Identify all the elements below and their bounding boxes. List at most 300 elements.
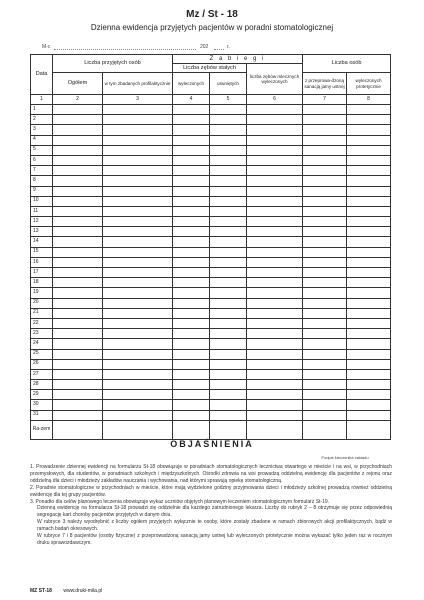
table-row — [31, 135, 391, 145]
table-cell[interactable] — [303, 390, 347, 400]
table-cell[interactable] — [173, 105, 210, 115]
table-cell[interactable] — [347, 186, 391, 196]
table-cell[interactable] — [103, 206, 173, 216]
table-cell[interactable] — [347, 155, 391, 165]
table-cell[interactable] — [303, 257, 347, 267]
table-cell[interactable] — [347, 125, 391, 135]
table-cell[interactable] — [173, 237, 210, 247]
table-cell[interactable] — [303, 410, 347, 420]
table-cell[interactable] — [303, 349, 347, 359]
table-cell[interactable] — [173, 145, 210, 155]
table-cell[interactable] — [347, 135, 391, 145]
table-cell[interactable] — [210, 298, 247, 308]
table-row — [31, 145, 391, 155]
table-cell[interactable] — [173, 217, 210, 227]
column-number: 3 — [103, 95, 173, 105]
table-cell[interactable] — [53, 420, 103, 439]
table-cell[interactable] — [53, 217, 103, 227]
table-cell[interactable] — [247, 339, 303, 349]
table-cell[interactable] — [173, 400, 210, 410]
table-cell[interactable] — [210, 135, 247, 145]
table-cell[interactable] — [303, 247, 347, 257]
table-cell[interactable] — [303, 380, 347, 390]
header-cured: wyleczonych — [173, 73, 210, 95]
table-cell[interactable] — [303, 268, 347, 278]
table-cell[interactable] — [247, 288, 303, 298]
table-cell[interactable] — [247, 278, 303, 288]
table-cell[interactable] — [103, 339, 173, 349]
table-cell[interactable] — [53, 115, 103, 125]
table-row — [31, 217, 391, 227]
table-cell[interactable] — [53, 125, 103, 135]
row-day-number: 29 — [31, 390, 53, 400]
table-cell[interactable] — [247, 196, 303, 206]
table-cell[interactable] — [247, 155, 303, 165]
table-cell[interactable] — [103, 410, 173, 420]
table-cell[interactable] — [103, 166, 173, 176]
table-cell[interactable] — [247, 186, 303, 196]
table-cell[interactable] — [53, 268, 103, 278]
row-day-number: 8 — [31, 176, 53, 186]
table-cell[interactable] — [103, 257, 173, 267]
table-cell[interactable] — [247, 257, 303, 267]
table-cell[interactable] — [53, 390, 103, 400]
table-cell[interactable] — [247, 308, 303, 318]
table-cell[interactable] — [53, 318, 103, 328]
table-cell[interactable] — [303, 359, 347, 369]
table-cell[interactable] — [347, 166, 391, 176]
table-cell[interactable] — [173, 349, 210, 359]
column-number: 4 — [173, 95, 210, 105]
table-cell[interactable] — [173, 166, 210, 176]
table-cell[interactable] — [210, 166, 247, 176]
table-cell[interactable] — [103, 390, 173, 400]
table-row — [31, 400, 391, 410]
table-cell[interactable] — [103, 298, 173, 308]
table-cell[interactable] — [53, 298, 103, 308]
row-day-number: 23 — [31, 329, 53, 339]
row-day-number: 2 — [31, 115, 53, 125]
explanation-note: Dzienną ewidencję na formularza St-18 prowadzi się oddzielnie dla każdego zatrudnionego lekarza. Liczby do rubryk 2 – 8 otrzymuje się przez odpowiednią segregację kart choroby pacjentów przyjętych w danym dniu. — [37, 505, 392, 519]
table-row — [31, 176, 391, 186]
row-day-number: 9 — [31, 186, 53, 196]
table-cell[interactable] — [210, 339, 247, 349]
row-day-number: 15 — [31, 247, 53, 257]
table-cell[interactable] — [247, 135, 303, 145]
table-cell[interactable] — [210, 155, 247, 165]
table-cell[interactable] — [210, 410, 247, 420]
form-code: Mz / St - 18 — [186, 9, 238, 20]
row-day-number: 13 — [31, 227, 53, 237]
table-cell[interactable] — [210, 145, 247, 155]
table-cell[interactable] — [173, 227, 210, 237]
table-cell[interactable] — [173, 390, 210, 400]
table-row — [31, 196, 391, 206]
table-row — [31, 339, 391, 349]
table-row — [31, 298, 391, 308]
table-cell[interactable] — [303, 227, 347, 237]
table-cell[interactable] — [53, 186, 103, 196]
table-cell[interactable] — [103, 125, 173, 135]
table-row — [31, 308, 391, 318]
table-cell[interactable] — [347, 298, 391, 308]
header-milk-teeth: liczba zębów mlecznych wyleczonych — [247, 64, 303, 95]
table-cell[interactable] — [53, 105, 103, 115]
table-cell[interactable] — [347, 196, 391, 206]
table-cell[interactable] — [103, 196, 173, 206]
column-number: 6 — [247, 95, 303, 105]
table-cell[interactable] — [173, 380, 210, 390]
table-cell[interactable] — [173, 176, 210, 186]
table-cell[interactable] — [53, 339, 103, 349]
table-cell[interactable] — [303, 115, 347, 125]
table-cell[interactable] — [303, 420, 347, 439]
table-cell[interactable] — [173, 420, 210, 439]
table-row — [31, 237, 391, 247]
table-cell[interactable] — [53, 176, 103, 186]
table-cell[interactable] — [210, 359, 247, 369]
table-cell[interactable] — [103, 105, 173, 115]
row-day-number: 4 — [31, 135, 53, 145]
table-cell[interactable] — [210, 247, 247, 257]
table-cell[interactable] — [53, 247, 103, 257]
year-label: 202 — [200, 44, 209, 50]
table-cell[interactable] — [173, 196, 210, 206]
table-cell[interactable] — [53, 145, 103, 155]
table-cell[interactable] — [210, 390, 247, 400]
table-cell[interactable] — [247, 166, 303, 176]
table-cell[interactable] — [303, 339, 347, 349]
table-cell[interactable] — [173, 247, 210, 257]
header-permanent-teeth: Liczba zębów stałych — [173, 64, 247, 73]
table-cell[interactable] — [173, 155, 210, 165]
row-day-number: 22 — [31, 318, 53, 328]
table-cell[interactable] — [347, 115, 391, 125]
table-cell[interactable] — [347, 339, 391, 349]
table-cell[interactable] — [247, 145, 303, 155]
table-cell[interactable] — [53, 329, 103, 339]
row-day-number: 16 — [31, 257, 53, 267]
table-cell[interactable] — [347, 217, 391, 227]
header-total: Ogółem — [53, 73, 103, 95]
table-cell[interactable] — [303, 186, 347, 196]
table-row — [31, 329, 391, 339]
row-day-number: 18 — [31, 278, 53, 288]
table-cell[interactable] — [53, 155, 103, 165]
table-cell[interactable] — [103, 155, 173, 165]
footer-website: www.druki-mila.pl — [63, 588, 103, 594]
table-cell[interactable] — [247, 268, 303, 278]
table-cell[interactable] — [247, 176, 303, 186]
table-cell[interactable] — [347, 247, 391, 257]
table-cell[interactable] — [210, 349, 247, 359]
row-day-number: 27 — [31, 369, 53, 379]
table-cell[interactable] — [103, 145, 173, 155]
table-cell[interactable] — [53, 410, 103, 420]
table-cell[interactable] — [247, 227, 303, 237]
table-cell[interactable] — [103, 237, 173, 247]
explanations-heading: OBJAŚNIENIA — [170, 439, 254, 449]
table-cell[interactable] — [103, 380, 173, 390]
table-row — [31, 247, 391, 257]
table-cell[interactable] — [173, 298, 210, 308]
table-cell[interactable] — [303, 308, 347, 318]
header-prosthetic: wyleczonych protetycznie — [347, 73, 391, 95]
table-cell[interactable] — [347, 145, 391, 155]
table-cell[interactable] — [103, 268, 173, 278]
table-cell[interactable] — [303, 400, 347, 410]
table-cell[interactable] — [210, 329, 247, 339]
table-cell[interactable] — [173, 135, 210, 145]
table-cell[interactable] — [103, 115, 173, 125]
table-cell[interactable] — [173, 308, 210, 318]
table-cell[interactable] — [210, 420, 247, 439]
table-cell[interactable] — [210, 278, 247, 288]
table-row — [31, 206, 391, 216]
table-cell[interactable] — [347, 349, 391, 359]
table-cell[interactable] — [303, 237, 347, 247]
table-cell[interactable] — [247, 369, 303, 379]
table-cell[interactable] — [347, 288, 391, 298]
table-cell[interactable] — [53, 278, 103, 288]
table-cell[interactable] — [53, 308, 103, 318]
table-cell[interactable] — [210, 206, 247, 216]
table-cell[interactable] — [53, 166, 103, 176]
table-cell[interactable] — [210, 369, 247, 379]
table-cell[interactable] — [247, 105, 303, 115]
table-cell[interactable] — [247, 349, 303, 359]
table-cell[interactable] — [103, 135, 173, 145]
table-cell[interactable] — [347, 400, 391, 410]
table-row — [31, 369, 391, 379]
table-cell[interactable] — [347, 380, 391, 390]
table-cell[interactable] — [103, 369, 173, 379]
table-cell[interactable] — [210, 400, 247, 410]
explanation-note: W rubryce 3 należy wyodrębnić z liczby ogółem przyjętych wyłącznie te osoby, które zostały zbadane w ramach zbiorowych akcji profilaktycznych, bądź w ramach badań okresowych. — [37, 519, 392, 533]
table-cell[interactable] — [173, 288, 210, 298]
table-cell[interactable] — [303, 196, 347, 206]
column-numbers-row — [31, 95, 391, 105]
table-cell[interactable] — [53, 288, 103, 298]
table-cell[interactable] — [53, 380, 103, 390]
table-cell[interactable] — [173, 359, 210, 369]
table-cell[interactable] — [210, 125, 247, 135]
row-day-number: 10 — [31, 196, 53, 206]
table-cell[interactable] — [347, 359, 391, 369]
table-cell[interactable] — [103, 400, 173, 410]
table-cell[interactable] — [210, 227, 247, 237]
month-field[interactable] — [54, 49, 196, 50]
column-number: 5 — [210, 95, 247, 105]
table-cell[interactable] — [53, 196, 103, 206]
table-cell[interactable] — [173, 339, 210, 349]
signature-label: Podpis kierownika zakładu — [321, 455, 369, 460]
table-cell[interactable] — [103, 359, 173, 369]
table-cell[interactable] — [53, 369, 103, 379]
row-day-number: 19 — [31, 288, 53, 298]
table-cell[interactable] — [53, 359, 103, 369]
table-cell[interactable] — [103, 217, 173, 227]
table-cell[interactable] — [173, 186, 210, 196]
table-cell[interactable] — [247, 125, 303, 135]
table-cell[interactable] — [53, 206, 103, 216]
table-cell[interactable] — [173, 257, 210, 267]
table-cell[interactable] — [303, 329, 347, 339]
table-cell[interactable] — [210, 288, 247, 298]
row-day-number: 12 — [31, 217, 53, 227]
table-cell[interactable] — [247, 217, 303, 227]
table-cell[interactable] — [347, 278, 391, 288]
header-sanitation: z przeprowa-dzoną sanacją jamy ustnej — [303, 73, 347, 95]
table-cell[interactable] — [303, 145, 347, 155]
row-day-number: 14 — [31, 237, 53, 247]
table-cell[interactable] — [347, 206, 391, 216]
table-cell[interactable] — [347, 268, 391, 278]
header-prophylactic: w tym zbadanych profilaktycznie — [103, 73, 173, 95]
table-cell[interactable] — [173, 125, 210, 135]
explanation-note: 2. Poradnie stomatologiczne w przychodniach w mieście, które mają wydzielone godziny przyjmowania dzieci i młodzieży szkolnej prowadzą również oddzielną ewidencję dla tej grupy pacjentów. — [30, 484, 392, 498]
table-cell[interactable] — [347, 390, 391, 400]
table-cell[interactable] — [303, 155, 347, 165]
table-cell[interactable] — [347, 308, 391, 318]
table-cell[interactable] — [103, 247, 173, 257]
table-cell[interactable] — [247, 318, 303, 328]
table-cell[interactable] — [103, 329, 173, 339]
table-row — [31, 349, 391, 359]
table-cell[interactable] — [53, 400, 103, 410]
table-cell[interactable] — [347, 176, 391, 186]
table-cell[interactable] — [247, 329, 303, 339]
row-day-number: 7 — [31, 166, 53, 176]
row-day-number: 26 — [31, 359, 53, 369]
table-cell[interactable] — [103, 349, 173, 359]
table-cell[interactable] — [303, 176, 347, 186]
table-cell[interactable] — [173, 115, 210, 125]
table-cell[interactable] — [303, 166, 347, 176]
table-cell[interactable] — [210, 115, 247, 125]
table-cell[interactable] — [347, 227, 391, 237]
table-row — [31, 115, 391, 125]
row-day-number: 1 — [31, 105, 53, 115]
table-cell[interactable] — [173, 206, 210, 216]
table-row — [31, 288, 391, 298]
form-title: Dzienna ewidencja przyjętych pacjentów w poradni stomatologicznej — [90, 23, 334, 32]
table-cell[interactable] — [303, 206, 347, 216]
table-row — [31, 359, 391, 369]
table-cell[interactable] — [247, 206, 303, 216]
table-cell[interactable] — [347, 237, 391, 247]
table-cell[interactable] — [303, 135, 347, 145]
table-cell[interactable] — [53, 237, 103, 247]
year-field[interactable] — [214, 49, 224, 50]
table-cell[interactable] — [247, 359, 303, 369]
table-row — [31, 268, 391, 278]
table-cell[interactable] — [103, 308, 173, 318]
table-cell[interactable] — [210, 268, 247, 278]
table-cell[interactable] — [53, 135, 103, 145]
table-cell[interactable] — [53, 349, 103, 359]
table-cell[interactable] — [103, 227, 173, 237]
table-cell[interactable] — [210, 217, 247, 227]
table-row — [31, 318, 391, 328]
table-cell[interactable] — [210, 186, 247, 196]
table-cell[interactable] — [347, 329, 391, 339]
table-cell[interactable] — [347, 105, 391, 115]
table-cell[interactable] — [347, 318, 391, 328]
total-row — [31, 420, 391, 439]
table-cell[interactable] — [210, 196, 247, 206]
table-cell[interactable] — [103, 186, 173, 196]
row-day-number: 11 — [31, 206, 53, 216]
table-cell[interactable] — [173, 329, 210, 339]
table-cell[interactable] — [247, 115, 303, 125]
table-cell[interactable] — [173, 410, 210, 420]
table-cell[interactable] — [347, 369, 391, 379]
table-cell[interactable] — [303, 369, 347, 379]
table-cell[interactable] — [303, 105, 347, 115]
table-cell[interactable] — [210, 176, 247, 186]
table-cell[interactable] — [103, 288, 173, 298]
table-cell[interactable] — [247, 410, 303, 420]
table-cell[interactable] — [103, 318, 173, 328]
year-suffix: r. — [227, 44, 230, 50]
header-date: Data — [31, 55, 53, 95]
table-cell[interactable] — [103, 420, 173, 439]
table-cell[interactable] — [347, 410, 391, 420]
table-cell[interactable] — [247, 400, 303, 410]
table-cell[interactable] — [247, 247, 303, 257]
table-cell[interactable] — [303, 298, 347, 308]
row-day-number: 31 — [31, 410, 53, 420]
table-cell[interactable] — [303, 278, 347, 288]
table-cell[interactable] — [210, 380, 247, 390]
table-cell[interactable] — [303, 288, 347, 298]
table-row — [31, 186, 391, 196]
table-cell[interactable] — [210, 237, 247, 247]
table-row — [31, 227, 391, 237]
table-cell[interactable] — [247, 420, 303, 439]
table-cell[interactable] — [247, 390, 303, 400]
table-cell[interactable] — [173, 278, 210, 288]
table-cell[interactable] — [210, 318, 247, 328]
table-cell[interactable] — [347, 257, 391, 267]
row-day-number: 5 — [31, 145, 53, 155]
table-cell[interactable] — [247, 237, 303, 247]
table-cell[interactable] — [303, 318, 347, 328]
table-cell[interactable] — [53, 227, 103, 237]
table-cell[interactable] — [103, 176, 173, 186]
table-cell[interactable] — [173, 369, 210, 379]
table-cell[interactable] — [247, 298, 303, 308]
table-cell[interactable] — [347, 420, 391, 439]
header-persons: Liczba osób — [303, 55, 391, 73]
table-cell[interactable] — [303, 217, 347, 227]
explanation-note: 1. Prowadzenie dziennej ewidencji na formularzu St-18 obowiązuje w poradniach stomatologicznych lecznictwa otwartego w mieście i na wsi, w przychodniach przemysłowych, dla studentów, w poradniach szkolnych i międzyszkolnych. Ośrodki zdrowia na wsi prowadzą oddzielną ewidencję dla pacjentów z rejonu oraz oddzielną dla dzieci i młodzieży zakładów nauczania i wychowania, nad którymi sprawują opiekę stomatologiczną. — [30, 464, 392, 484]
explanation-note: W rubryce 7 i 8 pacjentów (osoby fizyczne) z przeprowadzoną sanacją jamy ustnej lub wyleczonych protetycznie można wykazać tylko jeden raz w rocznym druku sprawozdawczym. — [37, 533, 392, 546]
table-cell[interactable] — [210, 308, 247, 318]
row-day-number: 25 — [31, 349, 53, 359]
table-cell[interactable] — [53, 257, 103, 267]
table-cell[interactable] — [173, 268, 210, 278]
table-cell[interactable] — [103, 278, 173, 288]
row-day-number: 21 — [31, 308, 53, 318]
table-cell[interactable] — [173, 318, 210, 328]
table-cell[interactable] — [210, 257, 247, 267]
table-cell[interactable] — [247, 380, 303, 390]
table-cell[interactable] — [210, 105, 247, 115]
table-cell[interactable] — [303, 125, 347, 135]
total-label: Ra-zem — [31, 420, 53, 439]
